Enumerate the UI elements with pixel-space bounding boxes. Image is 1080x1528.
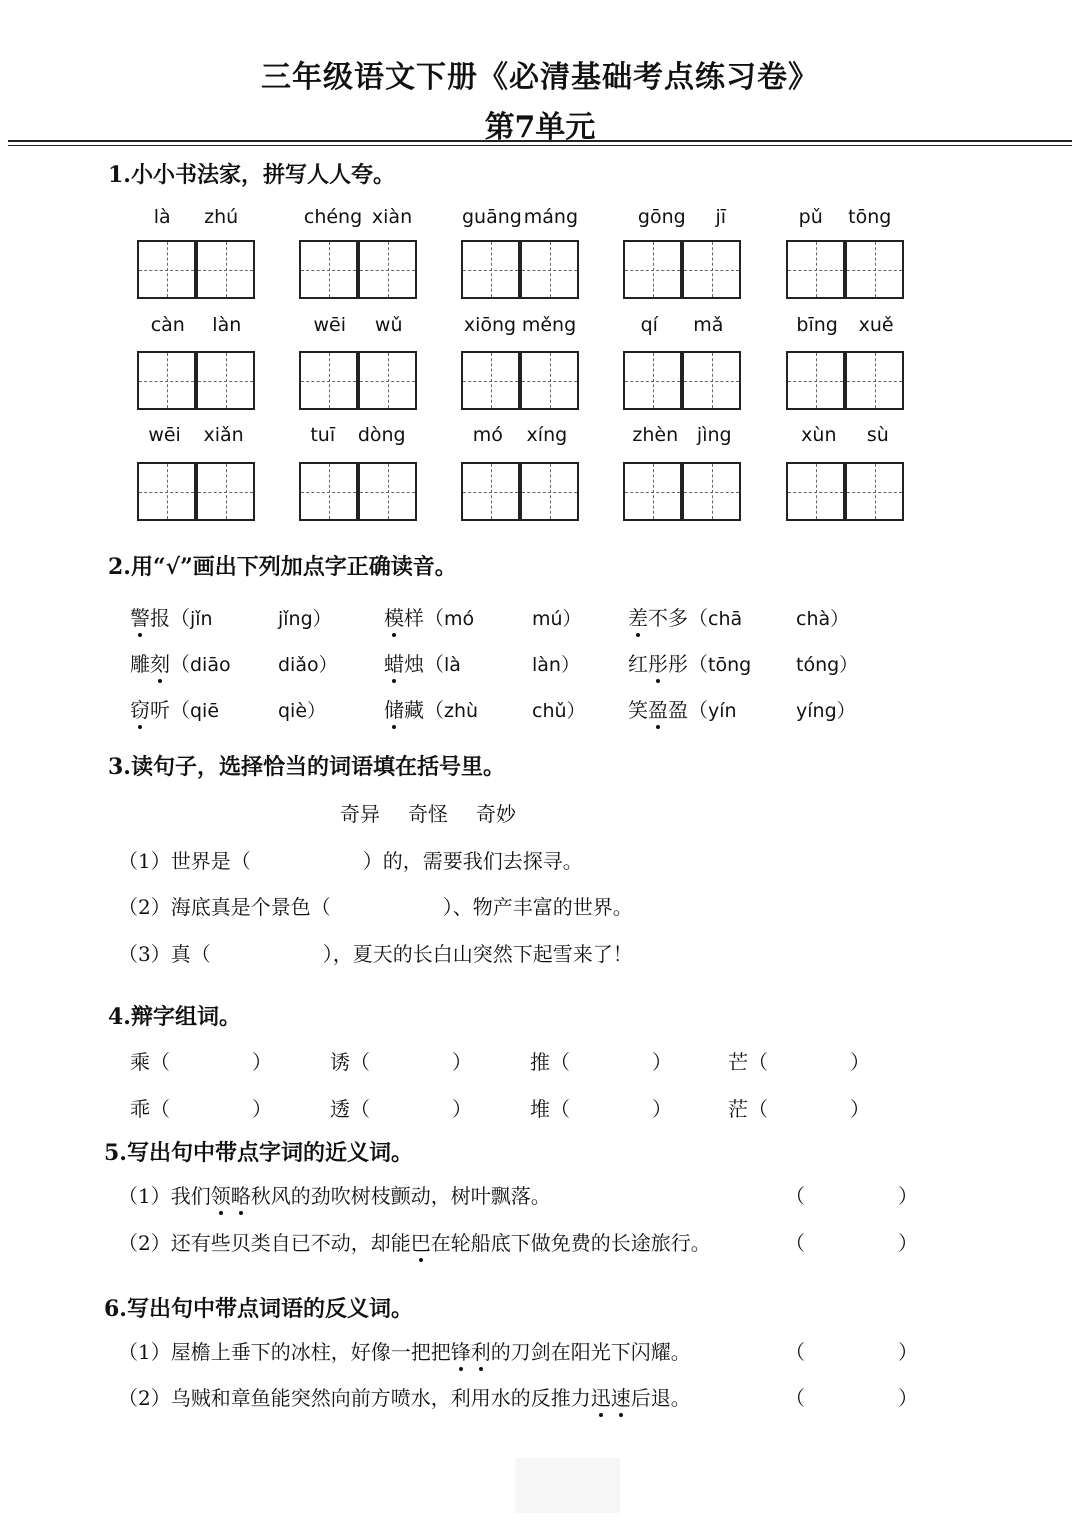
q5-s1-close: ） (898, 1184, 918, 1208)
pronunciation-item (130, 602, 332, 631)
pinyin-syllable: làn (212, 314, 242, 336)
pinyin-option-2[interactable]: làn） (532, 654, 580, 676)
pinyin-syllable: jī (715, 206, 727, 228)
q3-s2-part-b: ）、物产丰富的世界。 (442, 895, 633, 919)
dotted-char: 蜡 (384, 648, 404, 677)
pinyin-syllable: tōng (848, 206, 892, 228)
pronunciation-item (384, 602, 582, 631)
tianzige-cell[interactable] (196, 240, 255, 299)
pinyin-option-2[interactable]: mú） (532, 608, 582, 630)
pinyin-pair (299, 206, 417, 228)
pinyin-syllable: bīng (796, 314, 838, 336)
word-group-item: 茫（ (728, 1097, 768, 1121)
tianzige-cell[interactable] (845, 462, 904, 521)
q3-word-bank (340, 798, 544, 827)
word-group-close: ） (850, 1050, 870, 1074)
pinyin-option-1[interactable]: jǐn (190, 608, 213, 630)
q5-s1-dotted-2: 略 (231, 1180, 251, 1209)
pinyin-syllable: wēi (313, 314, 346, 336)
writing-box-pair (137, 462, 255, 520)
q1-heading: 1.小小书法家，拼写人人夸。 (108, 162, 395, 188)
q5-sentence-1 (118, 1180, 551, 1209)
item-char: 藏（ (404, 698, 444, 722)
writing-box-pair (137, 351, 255, 409)
q5-s1-post: 秋风的劲吹树枝颤动，树叶飘落。 (250, 1184, 551, 1208)
word-group-close: ） (452, 1097, 472, 1121)
q3-sentence-2 (118, 891, 633, 920)
tianzige-cell[interactable] (196, 351, 255, 410)
q5-s1-pre: （1）我们 (118, 1184, 211, 1208)
q3-word-2: 奇怪 (408, 802, 448, 826)
q3-heading: 3.读句子，选择恰当的词语填在括号里。 (108, 754, 505, 780)
pinyin-option-1[interactable]: qiē (190, 700, 220, 722)
pronunciation-item (384, 648, 580, 677)
pinyin-syllable: máng (523, 206, 579, 228)
pinyin-pair (623, 424, 741, 446)
pinyin-pair (786, 424, 904, 446)
pinyin-option-1[interactable]: chā (708, 608, 743, 630)
tianzige-cell[interactable] (196, 462, 255, 521)
word-group-item: 乘（ (130, 1050, 170, 1074)
q5-s2-open: （ (785, 1231, 805, 1255)
dotted-char: 盈 (648, 694, 668, 723)
dotted-char: 窃 (130, 694, 150, 723)
q6-s1-post: 的刀剑在阳光下闪耀。 (490, 1340, 691, 1364)
dotted-char: 差 (628, 602, 648, 631)
tianzige-cell[interactable] (520, 351, 579, 410)
tianzige-cell[interactable] (461, 351, 520, 410)
writing-box-pair (299, 462, 417, 520)
pronunciation-item (384, 694, 586, 723)
writing-box-pair (137, 240, 255, 298)
word-group-item: 堆（ (530, 1097, 570, 1121)
pinyin-option-1[interactable]: zhù (444, 700, 479, 722)
pinyin-option-1[interactable]: yín (708, 700, 737, 722)
pinyin-option-2[interactable]: chà） (796, 608, 850, 630)
tianzige-cell[interactable] (461, 240, 520, 299)
q6-s2-pre: （2）乌贼和章鱼能突然向前方喷水，利用水的反推力 (118, 1386, 591, 1410)
pinyin-syllable: zhú (204, 206, 239, 228)
pinyin-pair (299, 424, 417, 446)
word-group-close: ） (652, 1050, 672, 1074)
pinyin-syllable: dòng (357, 424, 406, 446)
pronunciation-item (628, 602, 849, 631)
dotted-char: 模 (384, 602, 404, 631)
dotted-char: 储 (384, 694, 404, 723)
tianzige-cell[interactable] (137, 351, 196, 410)
pinyin-pair (786, 314, 904, 336)
pinyin-syllable: guāng (461, 206, 522, 228)
writing-box-pair (786, 351, 904, 409)
pinyin-pair (461, 206, 579, 228)
q3-sentence-3 (118, 938, 633, 967)
dotted-char: 刻 (150, 648, 170, 677)
tianzige-cell[interactable] (137, 462, 196, 521)
q5-s2-dotted-1: 巴 (411, 1227, 431, 1256)
word-group-close: ） (652, 1097, 672, 1121)
pinyin-syllable: wǔ (374, 314, 403, 336)
pinyin-syllable: pǔ (798, 206, 823, 228)
word-group-item: 乖（ (130, 1097, 170, 1121)
pinyin-syllable: càn (150, 314, 185, 336)
tianzige-cell[interactable] (682, 240, 741, 299)
writing-box-pair (461, 462, 579, 520)
pinyin-pair (623, 314, 741, 336)
pinyin-option-2[interactable]: jǐng） (278, 608, 332, 630)
q5-sentence-2 (118, 1227, 711, 1256)
writing-box-pair (623, 351, 741, 409)
pinyin-syllable: chéng (303, 206, 363, 228)
q3-s3-part-b: ），夏天的长白山突然下起雪来了！ (322, 942, 633, 966)
item-char: （ (170, 652, 190, 676)
pinyin-pair (786, 206, 904, 228)
tianzige-cell[interactable] (682, 351, 741, 410)
pinyin-syllable: qí (640, 314, 658, 336)
pinyin-syllable: xuě (858, 314, 894, 336)
word-group-item: 诱（ (330, 1050, 370, 1074)
page-title: 三年级语文下册《必清基础考点练习卷》 (261, 60, 819, 95)
q6-s1-dotted-2: 利 (471, 1336, 491, 1365)
tianzige-cell[interactable] (520, 462, 579, 521)
q5-s2-post: 在轮船底下做免费的长途旅行。 (430, 1231, 711, 1255)
q5-s2-pre: （2）还有些贝类自已不动，却能 (118, 1231, 411, 1255)
item-char: 报（ (150, 606, 190, 630)
q6-s2-dotted-2: 速 (611, 1382, 631, 1411)
q5-s1-dotted-1: 领 (211, 1180, 231, 1209)
tianzige-cell[interactable] (786, 351, 845, 410)
pinyin-pair (137, 424, 255, 446)
item-char: 不多（ (648, 606, 708, 630)
tianzige-cell[interactable] (358, 240, 417, 299)
pinyin-pair (137, 314, 255, 336)
q5-heading: 5.写出句中带点字词的近义词。 (104, 1140, 413, 1166)
q3-s1-part-a: （1）世界是（ (118, 849, 251, 873)
q5-s2-close: ） (898, 1231, 918, 1255)
q6-s2-close: ） (898, 1386, 918, 1410)
tianzige-cell[interactable] (520, 240, 579, 299)
tianzige-cell[interactable] (845, 240, 904, 299)
pinyin-pair (623, 206, 741, 228)
pinyin-syllable: sù (866, 424, 889, 446)
pronunciation-item (628, 648, 858, 677)
pinyin-pair (461, 424, 579, 446)
pinyin-syllable: xíng (526, 424, 568, 446)
tianzige-cell[interactable] (299, 240, 358, 299)
pinyin-syllable: xiǎn (203, 424, 244, 446)
q6-heading: 6.写出句中带点词语的反义词。 (104, 1296, 413, 1322)
writing-box-pair (299, 351, 417, 409)
pinyin-pair (137, 206, 255, 228)
page-subtitle: 第7单元 (484, 110, 596, 145)
pinyin-syllable: měng (521, 314, 577, 336)
header-divider-thin (8, 145, 1072, 146)
q6-sentence-1 (118, 1336, 691, 1365)
word-group-close: ） (252, 1097, 272, 1121)
pinyin-pair (299, 314, 417, 336)
pinyin-option-2[interactable]: tóng） (796, 654, 859, 676)
pinyin-option-2[interactable]: qiè） (278, 700, 327, 722)
q6-s2-open: （ (785, 1386, 805, 1410)
q3-s1-part-b: ）的，需要我们去探寻。 (362, 849, 583, 873)
pinyin-syllable: jìng (696, 424, 732, 446)
tianzige-cell[interactable] (682, 462, 741, 521)
pinyin-option-1[interactable]: tōng (708, 654, 752, 676)
header-divider (8, 140, 1072, 142)
item-char: 烛（ (404, 652, 444, 676)
writing-box-pair (623, 462, 741, 520)
pinyin-option-1[interactable]: là (444, 654, 461, 676)
dotted-char: 彤 (648, 648, 668, 677)
pronunciation-item (628, 694, 856, 723)
writing-box-pair (786, 462, 904, 520)
q6-s1-dotted-1: 锋 (451, 1336, 471, 1365)
item-char: 彤（ (668, 652, 708, 676)
q3-word-3: 奇妙 (476, 802, 516, 826)
pinyin-syllable: xiōng (463, 314, 517, 336)
item-char: 听（ (150, 698, 190, 722)
pinyin-syllable: gōng (637, 206, 686, 228)
tianzige-cell[interactable] (299, 462, 358, 521)
word-group-close: ） (850, 1097, 870, 1121)
pinyin-option-2[interactable]: diǎo） (278, 654, 338, 676)
word-group-item: 透（ (330, 1097, 370, 1121)
pinyin-option-1[interactable]: mó (444, 608, 475, 630)
tianzige-cell[interactable] (845, 351, 904, 410)
pinyin-syllable: mó (472, 424, 503, 446)
pronunciation-item (130, 694, 326, 723)
tianzige-cell[interactable] (623, 240, 682, 299)
writing-box-pair (461, 351, 579, 409)
writing-box-pair (461, 240, 579, 298)
scan-smudge (515, 1458, 620, 1513)
tianzige-cell[interactable] (786, 462, 845, 521)
pinyin-syllable: xùn (801, 424, 837, 446)
writing-box-pair (623, 240, 741, 298)
q6-s1-open: （ (785, 1340, 805, 1364)
pinyin-syllable: zhèn (632, 424, 679, 446)
writing-box-pair (299, 240, 417, 298)
q6-s2-post: 后退。 (630, 1386, 691, 1410)
item-char: 红 (628, 652, 648, 676)
word-group-item: 芒（ (728, 1050, 768, 1074)
dotted-char: 警 (130, 602, 150, 631)
pronunciation-item (130, 648, 338, 677)
tianzige-cell[interactable] (461, 462, 520, 521)
tianzige-cell[interactable] (358, 351, 417, 410)
pinyin-syllable: mǎ (693, 314, 724, 336)
writing-box-pair (786, 240, 904, 298)
pinyin-pair (461, 314, 579, 336)
tianzige-cell[interactable] (299, 351, 358, 410)
q3-s2-part-a: （2）海底真是个景色（ (118, 895, 331, 919)
tianzige-cell[interactable] (358, 462, 417, 521)
tianzige-cell[interactable] (137, 240, 196, 299)
q3-sentence-1 (118, 845, 583, 874)
item-char: 笑 (628, 698, 648, 722)
pinyin-syllable: tuī (310, 424, 336, 446)
item-char: 盈（ (668, 698, 708, 722)
q6-sentence-2 (118, 1382, 691, 1411)
word-group-item: 推（ (530, 1050, 570, 1074)
item-char: 雕 (130, 652, 150, 676)
pinyin-option-2[interactable]: chǔ） (532, 700, 586, 722)
word-group-close: ） (252, 1050, 272, 1074)
pinyin-syllable: xiàn (371, 206, 413, 228)
tianzige-cell[interactable] (623, 351, 682, 410)
q5-s1-open: （ (785, 1184, 805, 1208)
q6-s1-pre: （1）屋檐上垂下的冰柱，好像一把把 (118, 1340, 451, 1364)
q2-heading: 2.用“√”画出下列加点字正确读音。 (108, 554, 457, 580)
q6-s1-close: ） (898, 1340, 918, 1364)
pinyin-syllable: wēi (148, 424, 181, 446)
word-group-close: ） (452, 1050, 472, 1074)
q3-s3-part-a: （3）真（ (118, 942, 211, 966)
pinyin-option-2[interactable]: yíng） (796, 700, 856, 722)
pinyin-syllable: là (153, 206, 171, 228)
tianzige-cell[interactable] (786, 240, 845, 299)
pinyin-option-1[interactable]: diāo (190, 654, 231, 676)
item-char: 样（ (404, 606, 444, 630)
q6-s2-dotted-1: 迅 (591, 1382, 611, 1411)
tianzige-cell[interactable] (623, 462, 682, 521)
q4-heading: 4.辩字组词。 (108, 1004, 241, 1030)
q3-word-1: 奇异 (340, 802, 380, 826)
